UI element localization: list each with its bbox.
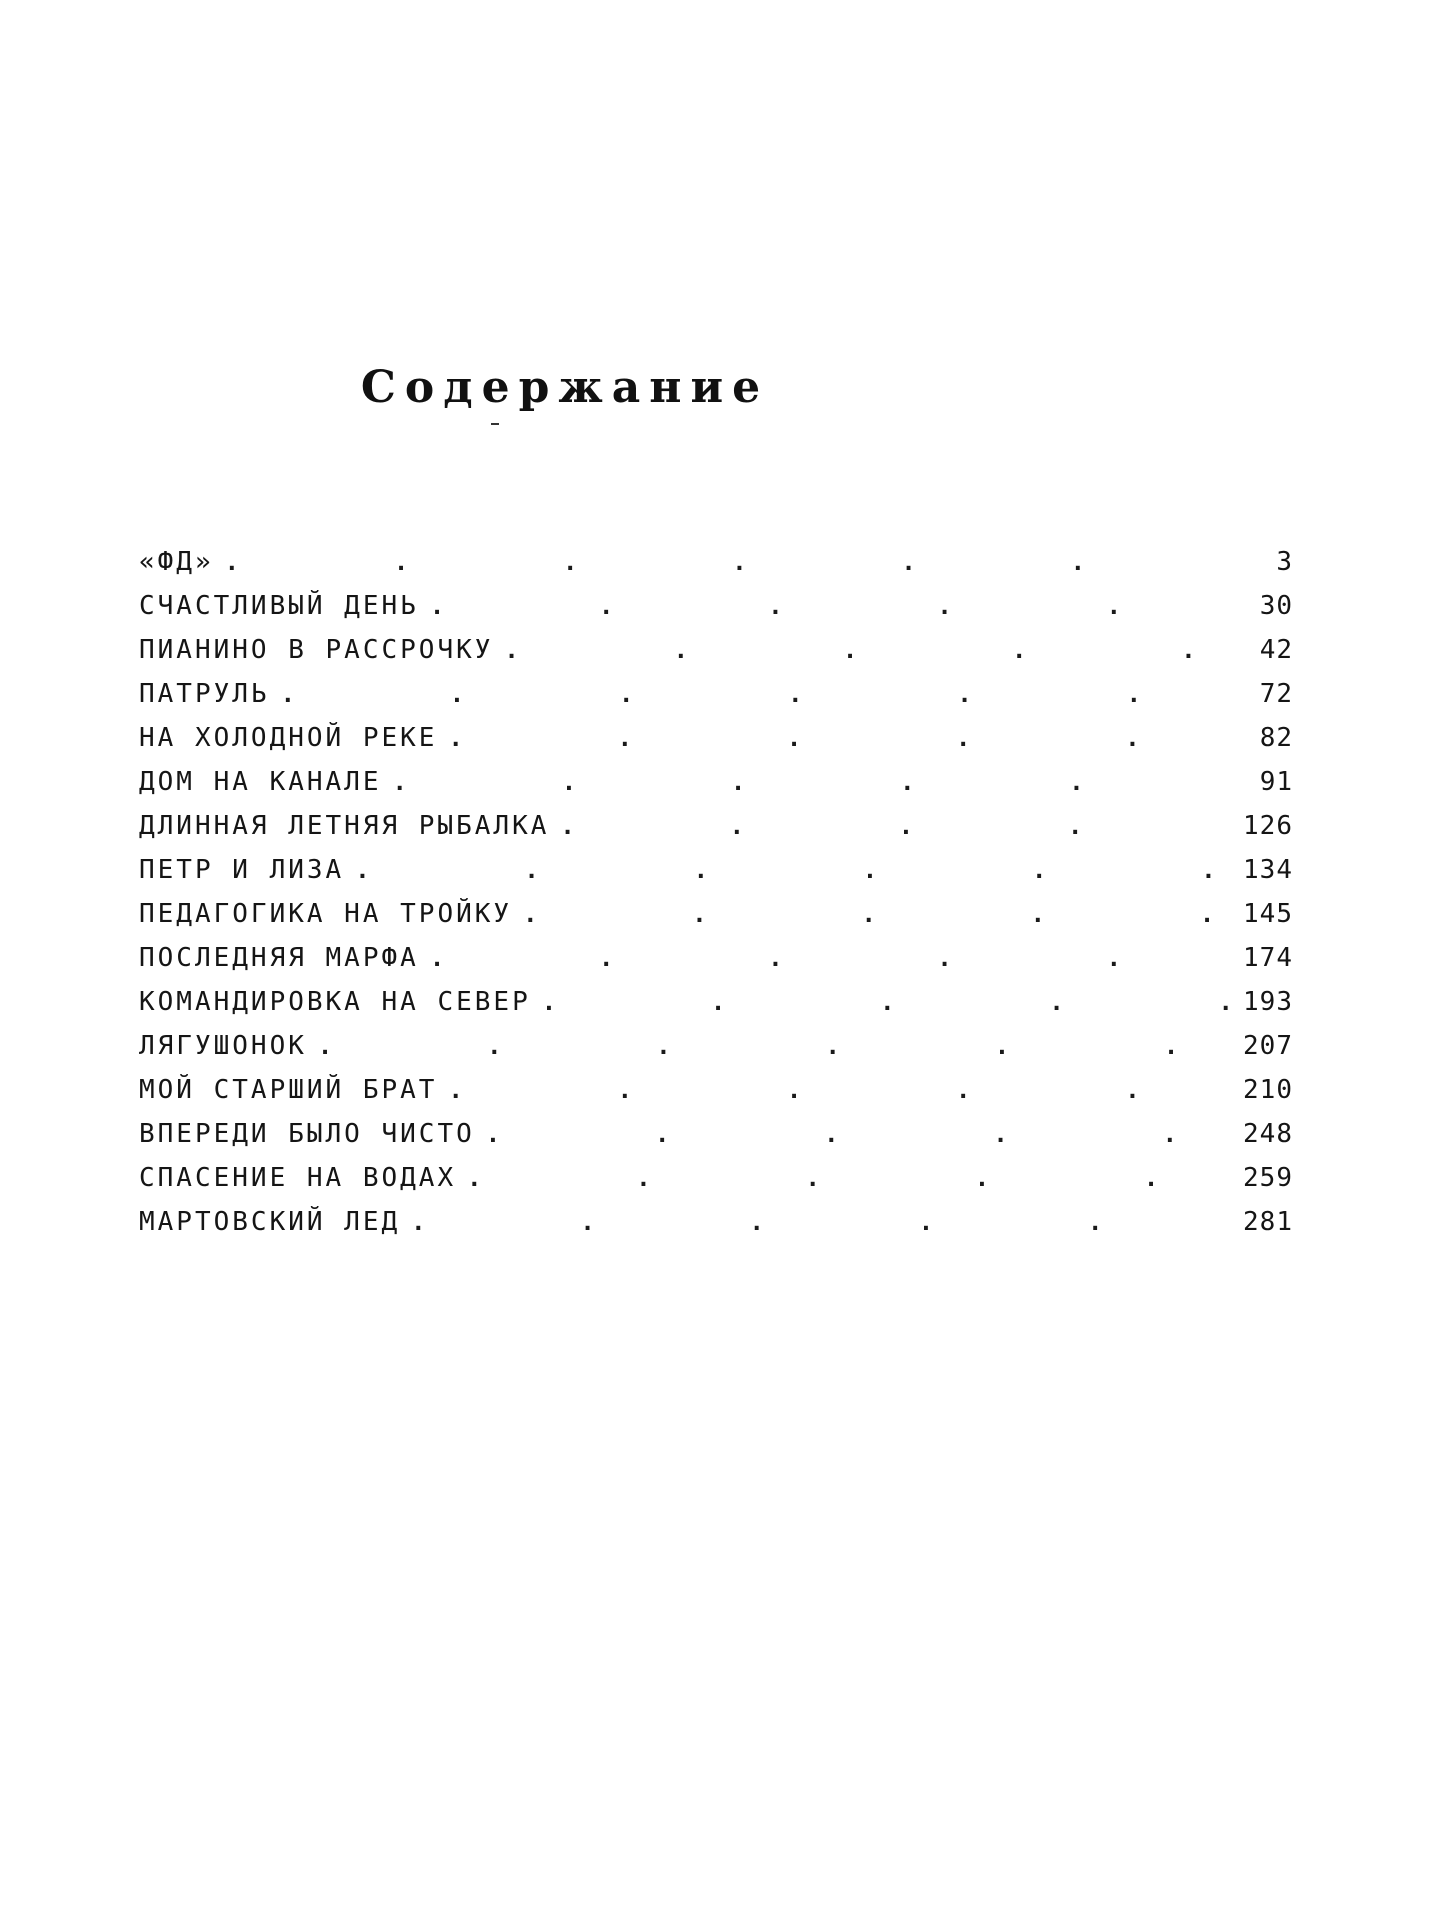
toc-entry-title: СЧАСТЛИВЫЙ ДЕНЬ bbox=[139, 591, 419, 621]
toc-page-number: 207 bbox=[1243, 1031, 1293, 1061]
toc-row bbox=[139, 672, 1293, 716]
toc-page-number: 134 bbox=[1243, 855, 1293, 885]
toc-row bbox=[139, 1068, 1293, 1112]
toc-dot-leader bbox=[451, 718, 1241, 762]
toc-dot-leader bbox=[321, 1026, 1235, 1070]
toc-page-number: 3 bbox=[1276, 547, 1293, 577]
toc-row bbox=[139, 1200, 1293, 1244]
toc-row bbox=[139, 980, 1293, 1024]
toc-page-number: 210 bbox=[1243, 1075, 1293, 1105]
toc-row bbox=[139, 1156, 1293, 1200]
toc-dot-leader bbox=[526, 894, 1235, 938]
toc-page-number: 72 bbox=[1259, 679, 1293, 709]
toc-dot-leader bbox=[433, 938, 1235, 982]
toc-dot-leader bbox=[358, 850, 1235, 894]
toc-dot-leader bbox=[228, 542, 1241, 586]
table-of-contents bbox=[139, 540, 1293, 1244]
toc-entry-title: ПАТРУЛЬ bbox=[139, 679, 270, 709]
toc-entry-title: НА ХОЛОДНОЙ РЕКЕ bbox=[139, 723, 438, 753]
toc-row bbox=[139, 760, 1293, 804]
toc-entry-title: КОМАНДИРОВКА НА СЕВЕР bbox=[139, 987, 531, 1017]
toc-page-number: 145 bbox=[1243, 899, 1293, 929]
toc-page-number: 281 bbox=[1243, 1207, 1293, 1237]
toc-dot-leader bbox=[470, 1158, 1235, 1202]
toc-page-number: 259 bbox=[1243, 1163, 1293, 1193]
toc-dot-leader bbox=[451, 1070, 1235, 1114]
toc-page-number: 42 bbox=[1259, 635, 1293, 665]
toc-row bbox=[139, 1112, 1293, 1156]
toc-row bbox=[139, 540, 1293, 584]
toc-entry-title: МАРТОВСКИЙ ЛЕД bbox=[139, 1207, 401, 1237]
toc-row bbox=[139, 1024, 1293, 1068]
toc-row bbox=[139, 628, 1293, 672]
page-title: Содержание bbox=[360, 362, 770, 413]
toc-entry-title: ДЛИННАЯ ЛЕТНЯЯ РЫБАЛКА bbox=[139, 811, 550, 841]
toc-dot-leader bbox=[284, 674, 1241, 718]
toc-entry-title: ЛЯГУШОНОК bbox=[139, 1031, 307, 1061]
toc-dot-leader bbox=[489, 1114, 1235, 1158]
toc-row bbox=[139, 584, 1293, 628]
toc-page-number: 91 bbox=[1259, 767, 1293, 797]
title-mark bbox=[491, 423, 499, 425]
toc-page-number: 174 bbox=[1243, 943, 1293, 973]
toc-page-number: 126 bbox=[1243, 811, 1293, 841]
toc-page-number: 82 bbox=[1259, 723, 1293, 753]
toc-entry-title: ПЕДАГОГИКА НА ТРОЙКУ bbox=[139, 899, 513, 929]
toc-row bbox=[139, 892, 1293, 936]
toc-entry-title: СПАСЕНИЕ НА ВОДАХ bbox=[139, 1163, 457, 1193]
toc-dot-leader bbox=[545, 982, 1235, 1026]
toc-dot-leader bbox=[433, 586, 1241, 630]
toc-row bbox=[139, 848, 1293, 892]
toc-entry-title: ДОМ НА КАНАЛЕ bbox=[139, 767, 382, 797]
toc-page-number: 30 bbox=[1259, 591, 1293, 621]
toc-row bbox=[139, 804, 1293, 848]
toc-entry-title: «ФД» bbox=[139, 547, 214, 577]
toc-dot-leader bbox=[414, 1202, 1235, 1246]
toc-dot-leader bbox=[507, 630, 1241, 674]
toc-row bbox=[139, 716, 1293, 760]
toc-row bbox=[139, 936, 1293, 980]
toc-page-number: 193 bbox=[1243, 987, 1293, 1017]
toc-entry-title: ПЕТР И ЛИЗА bbox=[139, 855, 345, 885]
toc-entry-title: ПИАНИНО В РАССРОЧКУ bbox=[139, 635, 494, 665]
toc-dot-leader bbox=[396, 762, 1242, 806]
toc-page-number: 248 bbox=[1243, 1119, 1293, 1149]
toc-dot-leader bbox=[563, 806, 1235, 850]
toc-entry-title: ПОСЛЕДНЯЯ МАРФА bbox=[139, 943, 419, 973]
toc-entry-title: МОЙ СТАРШИЙ БРАТ bbox=[139, 1075, 438, 1105]
toc-entry-title: ВПЕРЕДИ БЫЛО ЧИСТО bbox=[139, 1119, 475, 1149]
